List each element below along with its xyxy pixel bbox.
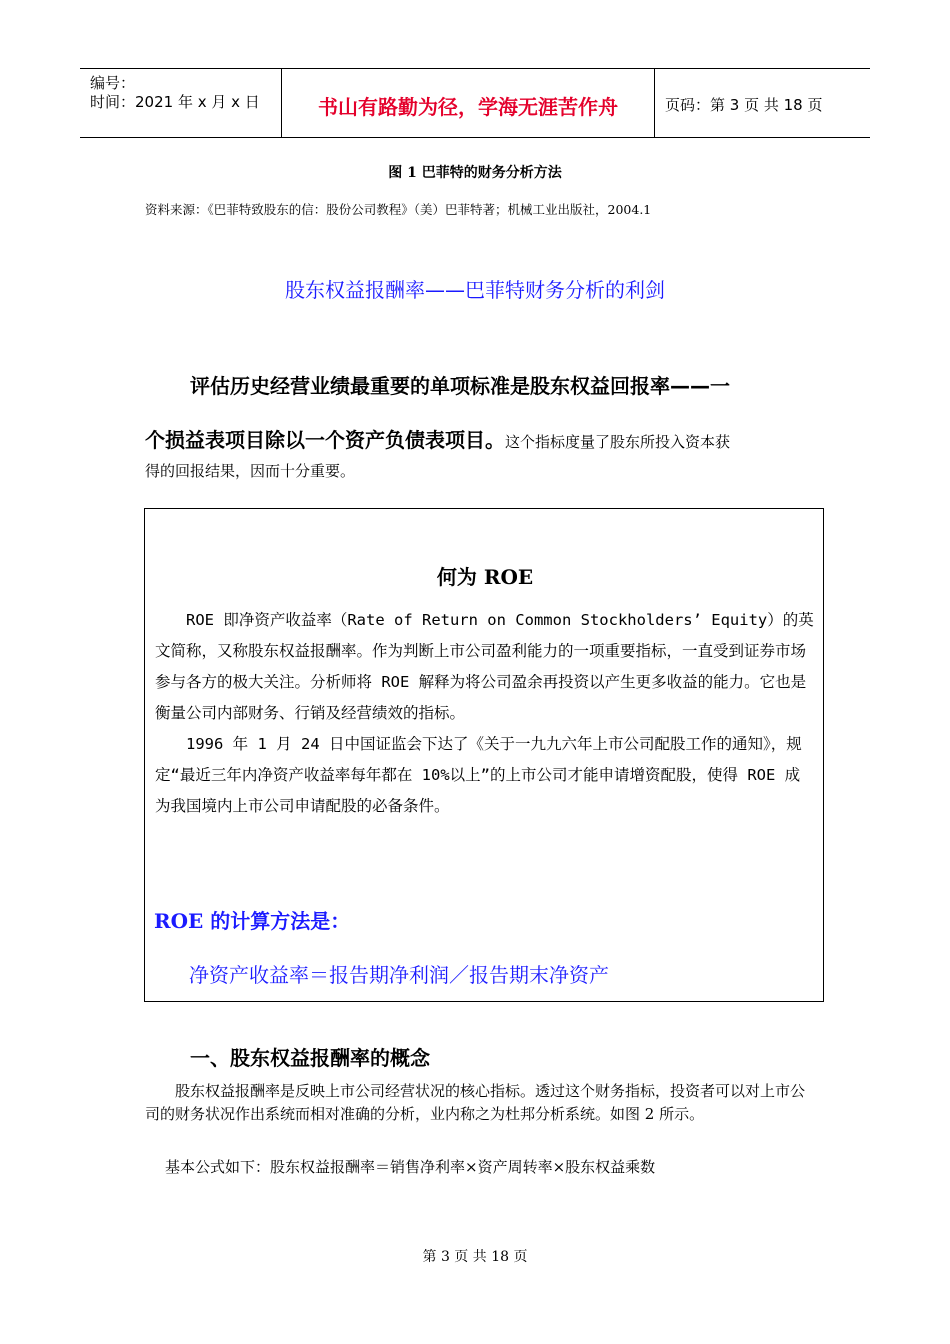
intro-bold-line-2: 个损益表项目除以一个资产负债表项目。 [145, 428, 505, 452]
roe-method-heading: ROE 的计算方法是： [154, 909, 351, 933]
motto: 书山有路勤为径，学海无涯苦作舟 [318, 95, 618, 119]
number-label: 编号： [90, 74, 136, 92]
intro-bold-line-1: 评估历史经营业绩最重要的单项标准是股东权益回报率——一 [190, 374, 730, 398]
page-info: 页码：第 3 页 共 18 页 [665, 96, 823, 114]
section-heading: 股东权益报酬率——巴菲特财务分析的利剑 [285, 278, 665, 302]
figure-source: 资料来源：《巴菲特致股东的信：股份公司教程》（美）巴菲特著；机械工业出版社，2004.1 [145, 202, 652, 217]
intro-line-2 [145, 424, 825, 453]
date-label: 时间：2021 年 x 月 x 日 [90, 93, 260, 111]
header-table [80, 68, 870, 138]
header-motto-cell [281, 69, 655, 137]
page-footer: 第 3 页 共 18 页 [422, 1249, 528, 1265]
box-paragraph-2: 1996 年 1 月 24 日中国证监会下达了《关于一九九六年上市公司配股工作的通知》，规定“最近三年内净资产收益率每年都在 10%以上”的上市公司才能申请增资配股，使得 ROE 成为我国境内上市公司申请配股的必备条件。 [155, 735, 802, 815]
section-1-formula: 基本公式如下：股东权益报酬率＝销售净利率×资产周转率×股东权益乘数 [165, 1158, 656, 1176]
section-1-heading: 一、股东权益报酬率的概念 [190, 1046, 430, 1070]
box-title: 何为 ROE [436, 565, 534, 589]
header-page-cell [655, 69, 870, 137]
intro-line-3: 得的回报结果，因而十分重要。 [145, 462, 356, 480]
box-body [155, 605, 815, 822]
intro-normal-tail: 这个指标度量了股东所投入资本获 [505, 433, 731, 451]
roe-definition-box [144, 508, 824, 1002]
box-paragraph-1: ROE 即净资产收益率（Rate of Return on Common Stockholders’ Equity）的英文简称，又称股东权益报酬率。作为判断上市公司盈利能力的一项重要指标，一直受到证券市场参与各方的极大关注。分析师将 ROE 解释为将公司盈余再投资以产生更多收益的能力。它也是衡量公司内部财务、行销及经营绩效的指标。 [155, 611, 814, 722]
header-meta-cell [80, 69, 280, 137]
figure-title: 图 1 巴菲特的财务分析方法 [388, 165, 562, 181]
roe-formula: 净资产收益率＝报告期净利润／报告期末净资产 [189, 963, 609, 987]
section-1-paragraph: 股东权益报酬率是反映上市公司经营状况的核心指标。透过这个财务指标，投资者可以对上市公司的财务状况作出系统而相对准确的分析，业内称之为杜邦分析系统。如图 2 所示。 [145, 1082, 806, 1123]
